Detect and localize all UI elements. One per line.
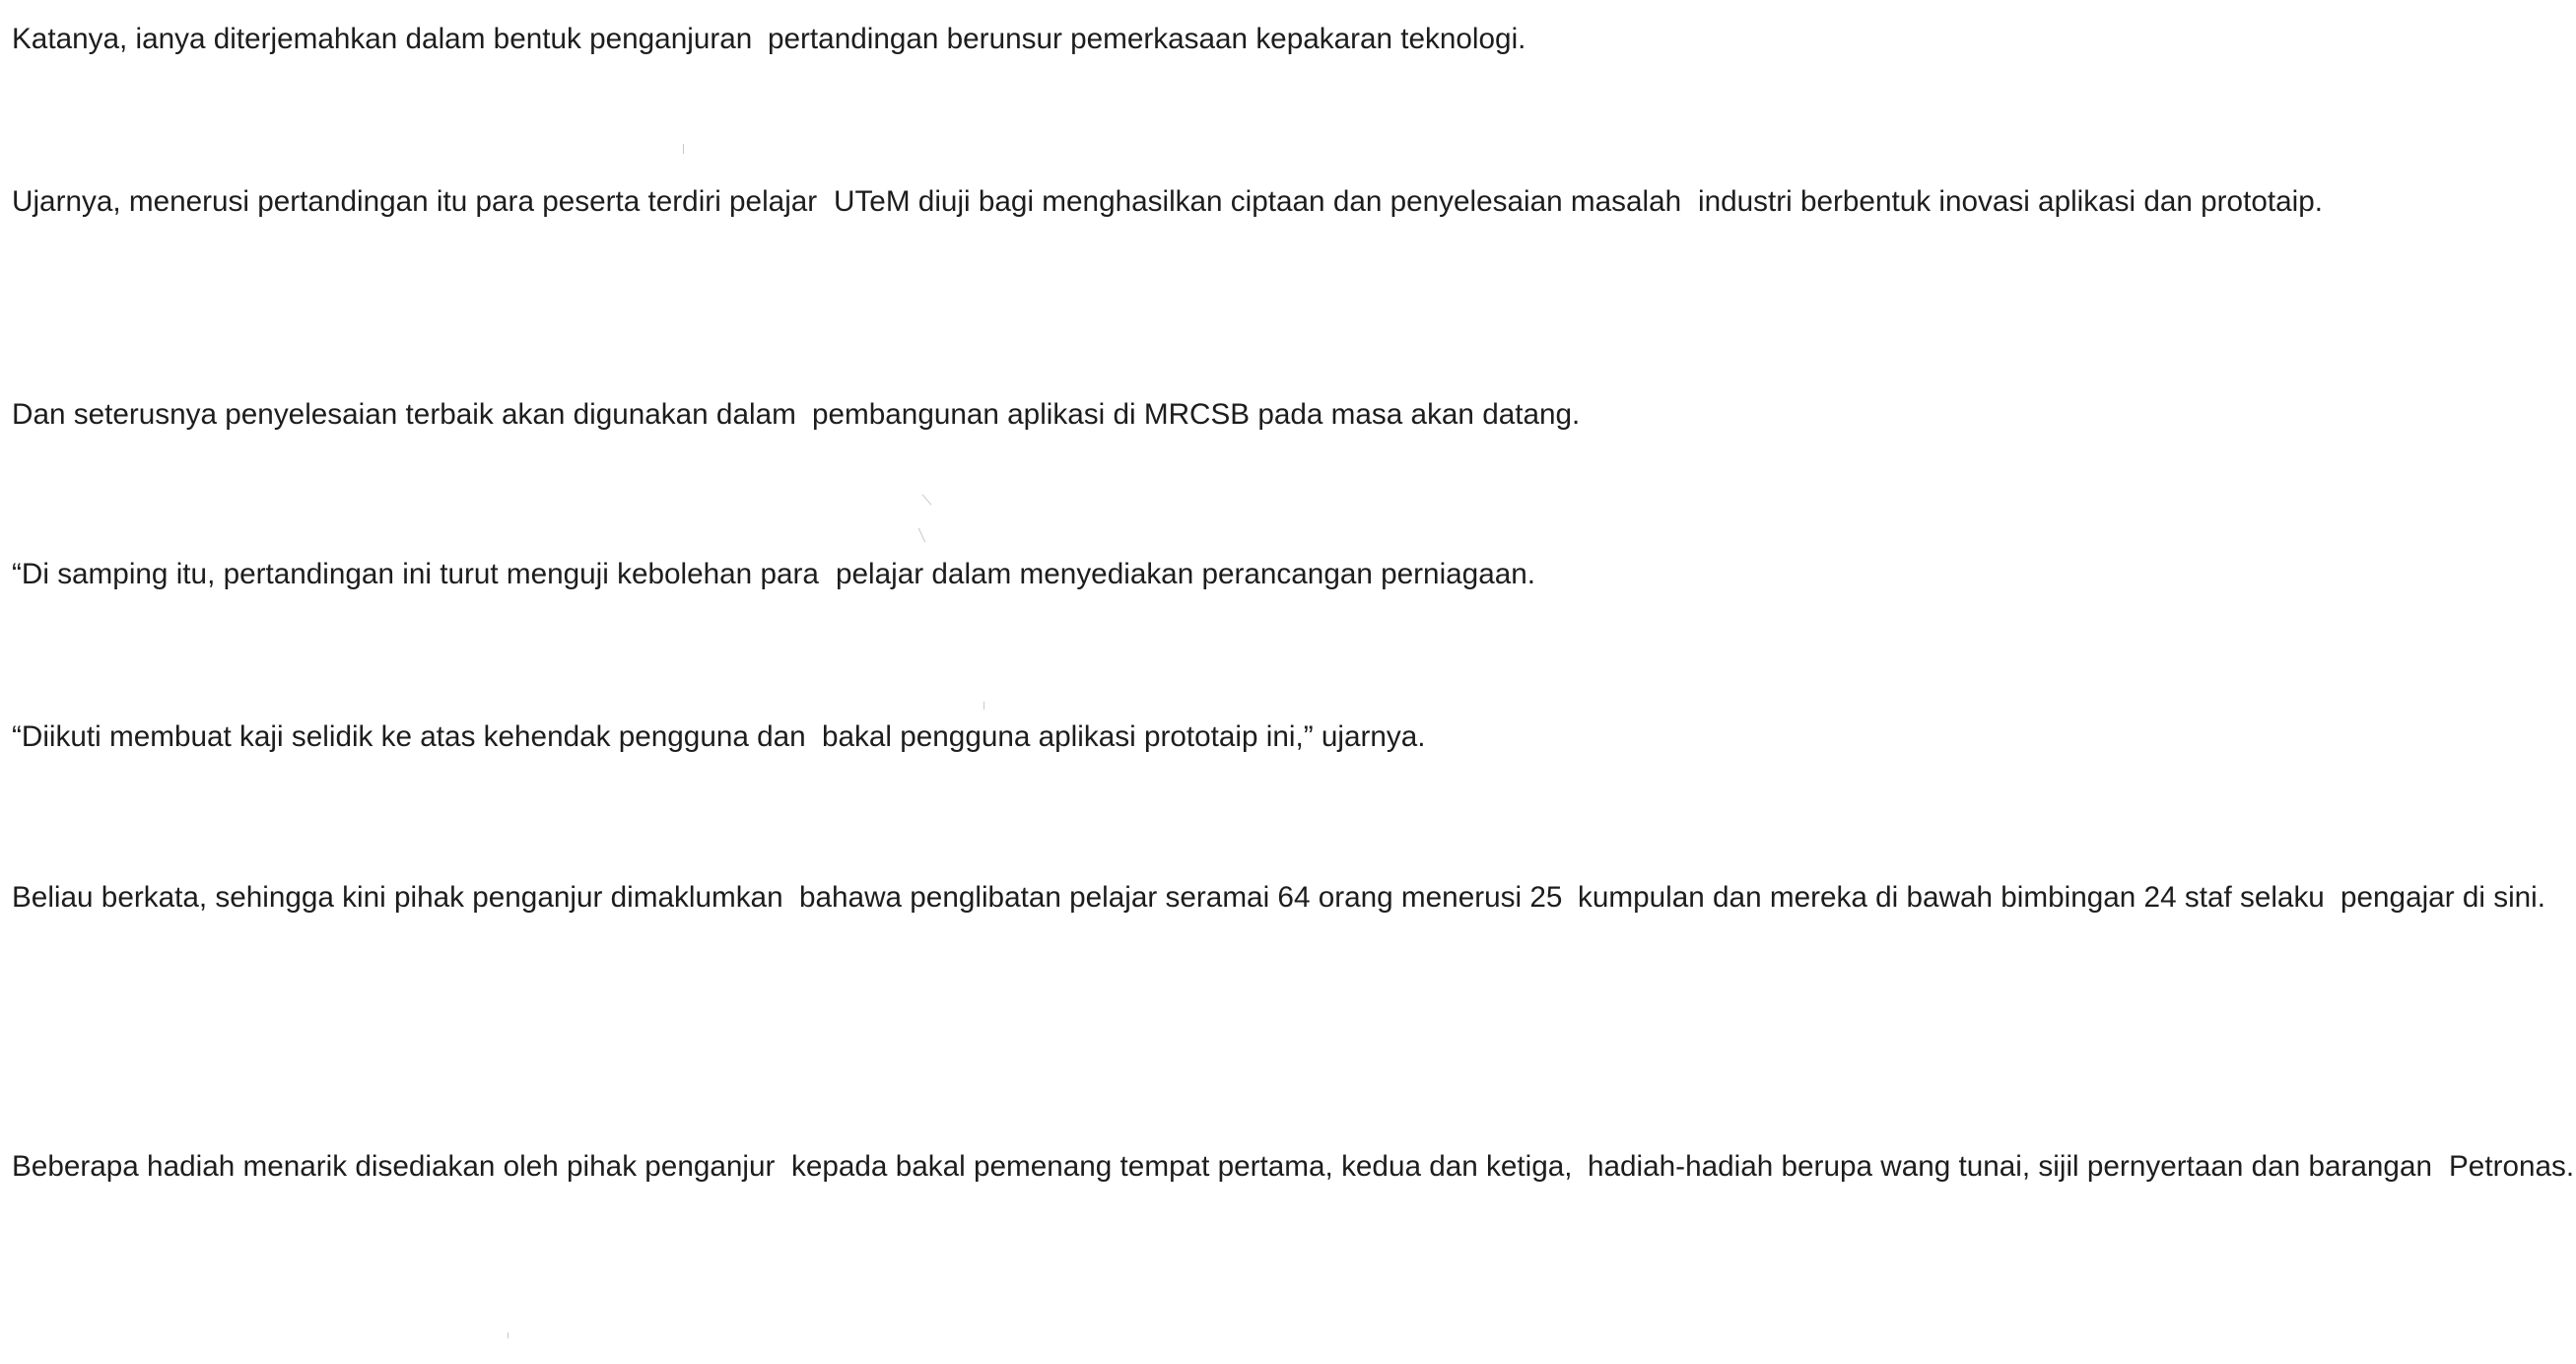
paragraph-line: “Di samping itu, pertandingan ini turut menguji kebolehan para bbox=[12, 558, 819, 590]
paragraph-3 bbox=[12, 387, 1581, 443]
paragraph-line: Beliau berkata, sehingga kini pihak penganjur dimaklumkan bbox=[12, 881, 783, 914]
paragraph-line: Petronas. bbox=[2449, 1150, 2575, 1183]
paragraph-line: industri berbentuk inovasi aplikasi dan prototaip. bbox=[1698, 185, 2324, 218]
paragraph-line: pembangunan aplikasi di MRCSB pada masa akan datang. bbox=[812, 398, 1581, 431]
paragraph-line: pelajar dalam menyediakan perancangan perniagaan. bbox=[835, 558, 1535, 590]
paragraph-line: Dan seterusnya penyelesaian terbaik akan digunakan dalam bbox=[12, 398, 796, 431]
paragraph-2 bbox=[12, 174, 2324, 230]
paragraph-1 bbox=[12, 12, 1526, 67]
paragraph-7 bbox=[12, 1139, 2575, 1194]
paragraph-line: pertandingan berunsur pemerkasaan kepakaran teknologi. bbox=[768, 23, 1526, 55]
paragraph-line: UTeM diuji bagi menghasilkan ciptaan dan penyelesaian masalah bbox=[833, 185, 1681, 218]
scan-speck bbox=[983, 702, 984, 710]
paragraph-line: Katanya, ianya diterjemahkan dalam bentuk penganjuran bbox=[12, 23, 753, 55]
paragraph-6 bbox=[12, 870, 2546, 925]
paragraph-line: bakal pengguna aplikasi prototaip ini,” ujarnya. bbox=[822, 720, 1426, 753]
paragraph-line: kumpulan dan mereka di bawah bimbingan 24 staf selaku bbox=[1578, 881, 2326, 914]
scan-speck bbox=[922, 494, 932, 505]
paragraph-line: kepada bakal pemenang tempat pertama, kedua dan ketiga, bbox=[790, 1150, 1573, 1183]
paragraph-line: Ujarnya, menerusi pertandingan itu para peserta terdiri pelajar bbox=[12, 185, 818, 218]
paragraph-4 bbox=[12, 547, 1535, 602]
scan-speck bbox=[918, 528, 926, 543]
scan-speck bbox=[683, 144, 684, 154]
paragraph-5 bbox=[12, 710, 1426, 765]
paragraph-line: hadiah-hadiah berupa wang tunai, sijil pernyertaan dan barangan bbox=[1588, 1150, 2433, 1183]
paragraph-line: pengajar di sini. bbox=[2340, 881, 2546, 914]
paragraph-line: bahawa penglibatan pelajar seramai 64 orang menerusi 25 bbox=[798, 881, 1563, 914]
paragraph-line: Beberapa hadiah menarik disediakan oleh pihak penganjur bbox=[12, 1150, 776, 1183]
paragraph-line: “Diikuti membuat kaji selidik ke atas kehendak pengguna dan bbox=[12, 720, 806, 753]
